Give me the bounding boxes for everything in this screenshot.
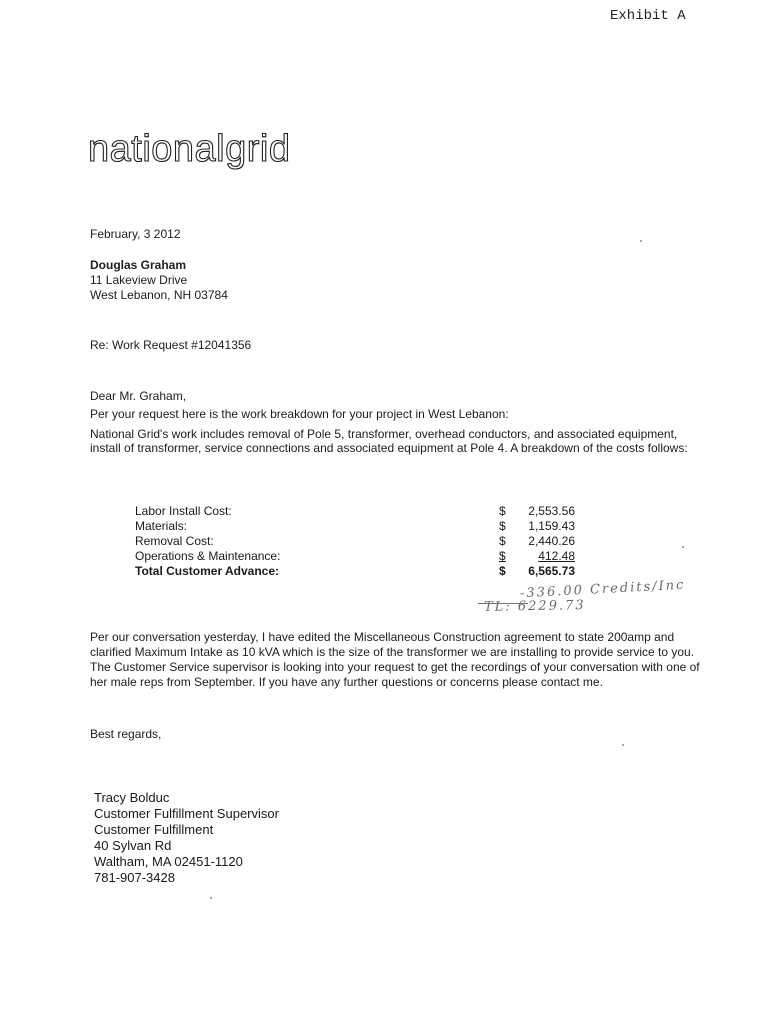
signer-department: Customer Fulfillment xyxy=(94,822,214,837)
recipient-city: West Lebanon, NH 03784 xyxy=(90,288,228,302)
cost-currency: $ xyxy=(499,549,506,563)
re-line: Re: Work Request #12041356 xyxy=(90,338,252,352)
scan-speck xyxy=(210,897,212,899)
scan-speck xyxy=(640,240,642,242)
handwritten-total-note: TL: 6229.73 xyxy=(483,598,586,615)
signer-name: Tracy Bolduc xyxy=(94,790,170,805)
cost-total-label: Total Customer Advance: xyxy=(135,564,280,578)
company-logo: nationalgrid xyxy=(88,128,291,170)
cost-row xyxy=(135,549,575,564)
recipient-name: Douglas Graham xyxy=(90,258,187,272)
closing: Best regards, xyxy=(90,727,162,741)
exhibit-label: Exhibit A xyxy=(610,8,686,24)
cost-amount: 2,553.56 xyxy=(528,504,575,518)
cost-row xyxy=(135,519,575,534)
cost-currency: $ xyxy=(499,504,506,518)
cost-total-row xyxy=(135,564,575,579)
cost-currency: $ xyxy=(499,564,506,578)
signer-phone: 781-907-3428 xyxy=(94,870,175,885)
signer-street: 40 Sylvan Rd xyxy=(94,838,172,853)
cost-label: Labor Install Cost: xyxy=(135,504,232,518)
cost-currency: $ xyxy=(499,519,506,533)
cost-currency: $ xyxy=(499,534,506,548)
work-description-paragraph: National Grid's work includes removal of Pole 5, transformer, overhead conductors, and associated equipment, install of transformer, service connections and associated equipment at Pole 4. A breakdown of the costs follows: xyxy=(90,427,688,455)
salutation: Dear Mr. Graham, xyxy=(90,389,187,403)
cost-breakdown-table xyxy=(135,504,575,579)
cost-amount: 2,440.26 xyxy=(528,534,575,548)
cost-amount: 1,159.43 xyxy=(528,519,575,533)
signature-block xyxy=(94,790,279,886)
conversation-paragraph: Per our conversation yesterday, I have edited the Miscellaneous Construction agreement to state 200amp and clarified Maximum Intake as 10 kVA which is the size of the transformer we are installing to provide service to you. The Customer Service supervisor is looking into your request to get the recordings of your conversation with one of her male reps from September. If you have any further questions or concerns please contact me. xyxy=(90,630,700,689)
recipient-address xyxy=(90,258,228,303)
cost-label: Materials: xyxy=(135,519,188,533)
cost-amount: 412.48 xyxy=(538,549,575,563)
cost-total-amount: 6,565.73 xyxy=(528,564,575,578)
signer-city: Waltham, MA 02451-1120 xyxy=(94,854,243,869)
recipient-street: 11 Lakeview Drive xyxy=(90,273,188,287)
scan-speck xyxy=(622,744,624,746)
handwritten-credit-note: -336.00 Credits/Inc xyxy=(519,577,686,602)
signer-title: Customer Fulfillment Supervisor xyxy=(94,806,279,821)
cost-label: Operations & Maintenance: xyxy=(135,549,281,563)
cost-label: Removal Cost: xyxy=(135,534,214,548)
intro-paragraph: Per your request here is the work breakdown for your project in West Lebanon: xyxy=(90,407,509,421)
cost-row xyxy=(135,534,575,549)
letter-date: February, 3 2012 xyxy=(90,227,181,241)
scan-speck xyxy=(682,546,684,548)
cost-row xyxy=(135,504,575,519)
